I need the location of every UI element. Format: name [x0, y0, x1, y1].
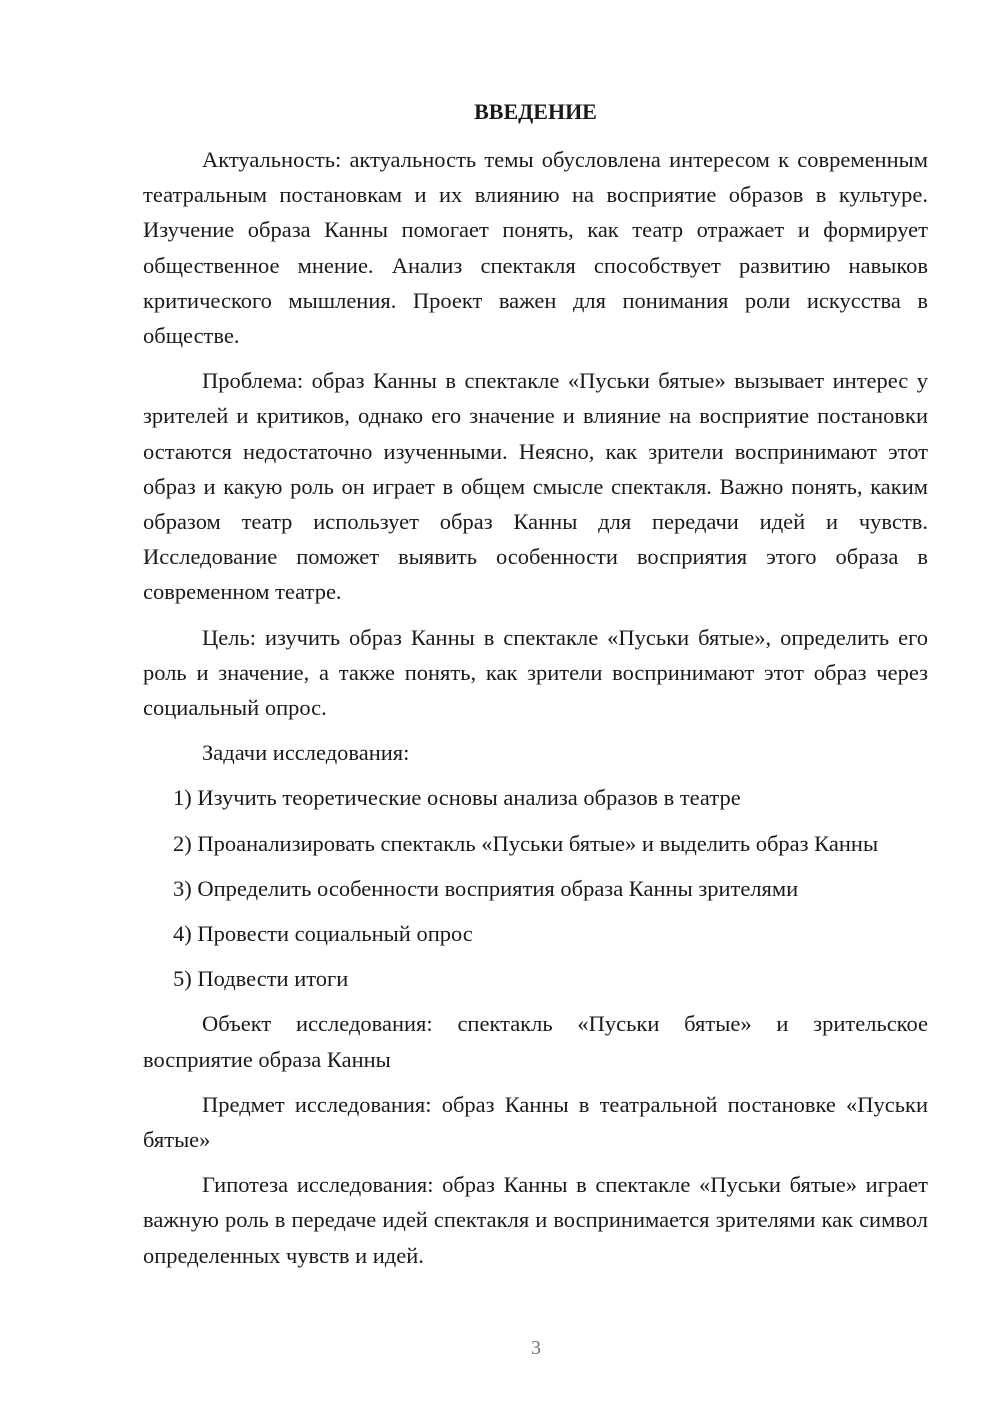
task-item: 5) Подвести итоги: [173, 966, 349, 992]
task-item: 4) Провести социальный опрос: [173, 921, 473, 947]
goal-paragraph: Цель: изучить образ Канны в спектакле «Пуськи бятые», определить его роль и значение, а также понять, как зрители воспринимают этот образ через социальный опрос.: [143, 624, 928, 721]
object-paragraph: Объект исследования: спектакль «Пуськи бятые» и зрительское восприятие образа Канны: [143, 1011, 928, 1072]
task-item: 2) Проанализировать спектакль «Пуськи бятые» и выделить образ Канны: [173, 830, 879, 856]
page-number: 3: [531, 1337, 541, 1359]
task-item: 1) Изучить теоретические основы анализа образов в театре: [173, 785, 741, 811]
task-item: 3) Определить особенности восприятия образа Канны зрителями: [173, 875, 799, 901]
relevance-paragraph: Актуальность: актуальность темы обусловлена интересом к современным театральным постановкам и их влиянию на восприятие образов в культуре. Изучение образа Канны помогает понять, как театр отражает и формирует общественное мнение. Анализ спектакля способствует развитию навыков критического мышления. Проект важен для понимания роли искусства в обществе.: [143, 147, 928, 349]
problem-paragraph: Проблема: образ Канны в спектакле «Пуськи бятые» вызывает интерес у зрителей и критиков, однако его значение и влияние на восприятие постановки остаются недостаточно изученными. Неясно, как зрители воспринимают этот образ и какую роль он играет в общем смысле спектакля. Важно понять, каким образом театр использует образ Канны для передачи идей и чувств. Исследование поможет выявить особенности восприятия этого образа в современном театре.: [143, 368, 928, 605]
hypothesis-paragraph: Гипотеза исследования: образ Канны в спектакле «Пуськи бятые» играет важную роль в передаче идей спектакля и воспринимается зрителями как символ определенных чувств и идей.: [143, 1172, 928, 1268]
tasks-heading: Задачи исследования:: [202, 740, 410, 766]
subject-paragraph: Предмет исследования: образ Канны в театральной постановке «Пуськи бятые»: [143, 1091, 928, 1153]
document-body: [143, 142, 928, 1283]
page-title: ВВЕДЕНИЕ: [474, 99, 597, 124]
